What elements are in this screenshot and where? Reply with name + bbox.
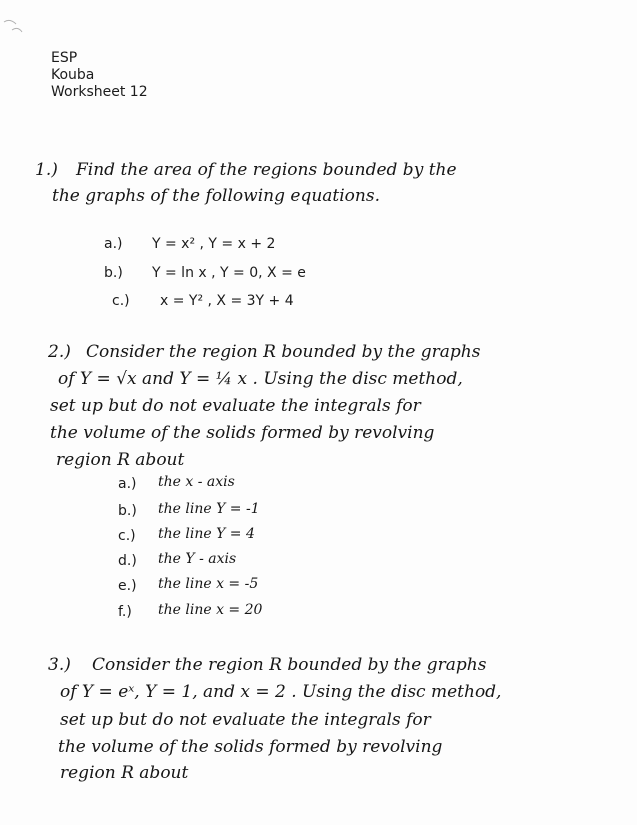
problem-text-line: the graphs of the following equations. xyxy=(52,186,380,206)
problem-text-line: set up but do not evaluate the integrals for xyxy=(60,710,431,730)
problem-text-line: region R about xyxy=(60,763,189,783)
worksheet-title: Worksheet 12 xyxy=(51,84,148,100)
problem-text-line: the volume of the solids formed by revolving xyxy=(50,423,435,443)
part-text: Y = ln x , Y = 0, X = e xyxy=(152,265,306,281)
problem-text-line: set up but do not evaluate the integrals for xyxy=(50,396,421,416)
worksheet-header xyxy=(51,50,148,101)
part-label: f.) xyxy=(118,604,132,620)
problem-text-line: the volume of the solids formed by revolving xyxy=(58,737,443,757)
problem-text-line: Consider the region R bounded by the graphs xyxy=(86,342,481,362)
part-text: the line x = -5 xyxy=(158,576,259,592)
part-label: a.) xyxy=(118,476,137,492)
part-text: the line x = 20 xyxy=(158,602,263,618)
part-label: c.) xyxy=(118,528,136,544)
problem-text-line: region R about xyxy=(56,450,185,470)
part-text: the line Y = 4 xyxy=(158,526,255,542)
course-label: ESP xyxy=(51,50,78,66)
part-text: x = Y² , X = 3Y + 4 xyxy=(160,293,294,309)
part-label: d.) xyxy=(118,553,137,569)
part-label: c.) xyxy=(112,293,130,309)
part-text: the Y - axis xyxy=(158,551,237,567)
scan-mark xyxy=(0,0,40,40)
instructor-label: Kouba xyxy=(51,67,95,83)
problem-number: 2.) xyxy=(48,342,71,362)
part-text: Y = x² , Y = x + 2 xyxy=(152,236,276,252)
part-label: b.) xyxy=(104,265,123,281)
problem-number: 3.) xyxy=(48,655,71,675)
problem-number: 1.) xyxy=(35,160,58,180)
problem-text-line: Find the area of the regions bounded by the xyxy=(76,160,457,180)
part-label: a.) xyxy=(104,236,123,252)
problem-text-line: Consider the region R bounded by the graphs xyxy=(92,655,487,675)
part-text: the line Y = -1 xyxy=(158,501,260,517)
problem-text-line: of Y = eˣ, Y = 1, and x = 2 . Using the disc method, xyxy=(60,682,502,702)
part-label: e.) xyxy=(118,578,137,594)
part-text: the x - axis xyxy=(158,474,235,490)
problem-text-line: of Y = √x and Y = ¼ x . Using the disc method, xyxy=(58,369,463,389)
part-label: b.) xyxy=(118,503,137,519)
